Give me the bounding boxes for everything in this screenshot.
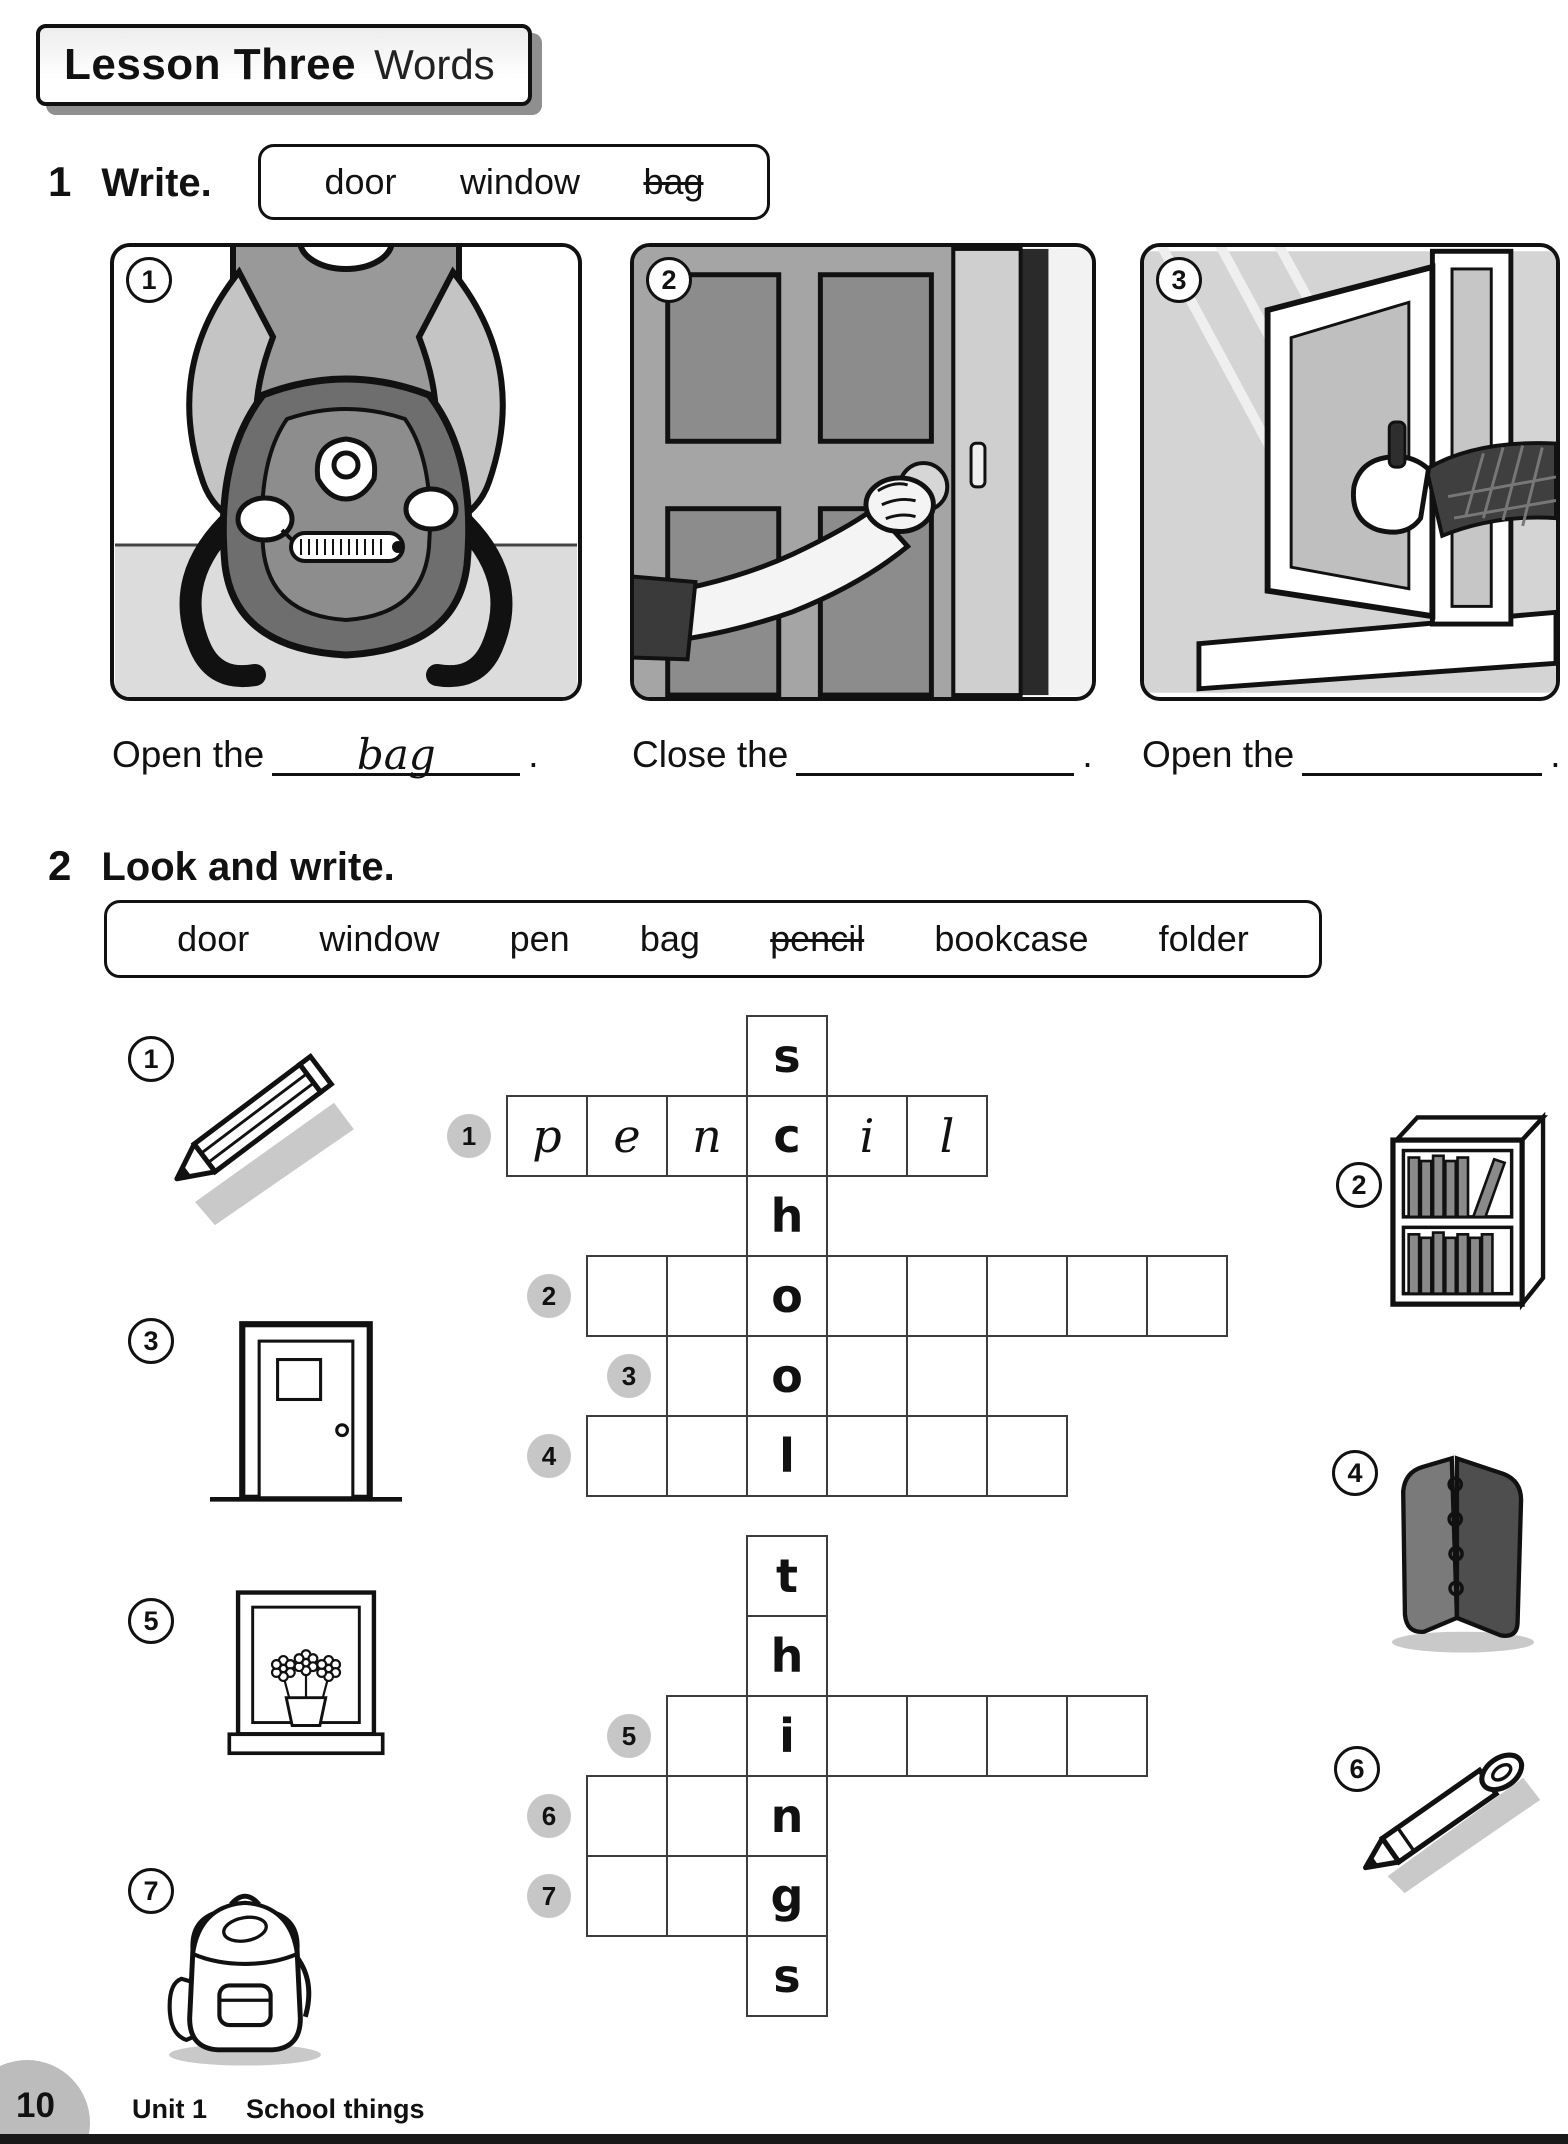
crossword-cell[interactable] — [586, 1855, 668, 1937]
crossword-cell[interactable] — [986, 1695, 1068, 1777]
crossword-cell[interactable] — [986, 1415, 1068, 1497]
word-bank-word: door — [177, 918, 250, 959]
crossword-clue-number: 4 — [527, 1434, 571, 1478]
exercise2-instruction: Look and write. — [101, 845, 395, 889]
clue-picture-number: 1 — [128, 1036, 174, 1082]
crossword-cell[interactable] — [906, 1255, 988, 1337]
crossword-cell[interactable] — [666, 1695, 748, 1777]
crossword-cell-prefilled: s — [746, 1015, 828, 1097]
clue-picture-number: 2 — [1336, 1162, 1382, 1208]
crossword-cell-prefilled: o — [746, 1255, 828, 1337]
crossword-cell[interactable] — [826, 1415, 908, 1497]
photo-number-badge: 2 — [646, 257, 692, 303]
photo-number-badge: 1 — [126, 257, 172, 303]
answer-blank[interactable] — [796, 724, 1074, 776]
exercise2-word-bank — [104, 900, 1322, 978]
crossword-cell-prefilled: n — [746, 1775, 828, 1857]
crossword-cell[interactable] — [1066, 1695, 1148, 1777]
page-number: 10 — [16, 2086, 55, 2125]
door-illustration — [210, 1292, 402, 1530]
clue-picture-number: 7 — [128, 1868, 174, 1914]
clue-picture-number: 4 — [1332, 1450, 1378, 1496]
crossword-cell[interactable] — [986, 1255, 1068, 1337]
crossword-cell[interactable] — [1146, 1255, 1228, 1337]
crossword-cell[interactable] — [906, 1335, 988, 1417]
handwritten-answer: bag — [356, 730, 436, 779]
crossword-cell: n — [666, 1095, 748, 1177]
word-bank-word: door — [324, 161, 397, 202]
open-bag-illustration — [114, 247, 578, 697]
crossword-cell[interactable] — [586, 1415, 668, 1497]
crossword-cell[interactable] — [906, 1695, 988, 1777]
crossword-cell-prefilled: t — [746, 1535, 828, 1617]
crossword-cell-prefilled: s — [746, 1935, 828, 2017]
lesson-title-box — [36, 24, 532, 106]
crossword-cell[interactable] — [666, 1255, 748, 1337]
caption-prefix: Open the — [1142, 734, 1295, 775]
crossword-cell[interactable] — [586, 1775, 668, 1857]
crossword-cell: p — [506, 1095, 588, 1177]
crossword-cell[interactable] — [826, 1695, 908, 1777]
close-door-illustration — [634, 247, 1092, 697]
clue-picture-number: 5 — [128, 1598, 174, 1644]
photo-close-door — [630, 243, 1096, 701]
word-bank-word: window — [319, 918, 440, 959]
answer-blank[interactable] — [1302, 724, 1542, 776]
bag-illustration — [150, 1858, 340, 2088]
caption-open-bag — [112, 718, 539, 779]
caption-open-window — [1142, 718, 1561, 776]
crossword-cell: e — [586, 1095, 668, 1177]
photo-open-window — [1140, 243, 1560, 701]
word-bank-word: bookcase — [934, 918, 1089, 959]
crossword-clue-number: 7 — [527, 1874, 571, 1918]
word-bank-word: folder — [1158, 918, 1249, 959]
lesson-subtitle: Words — [374, 41, 495, 88]
crossword-cell: i — [826, 1095, 908, 1177]
caption-prefix: Open the — [112, 734, 265, 775]
answer-blank[interactable] — [272, 724, 520, 779]
crossword-cell[interactable] — [666, 1855, 748, 1937]
crossword-cell[interactable] — [1066, 1255, 1148, 1337]
crossword-cell-prefilled: c — [746, 1095, 828, 1177]
crossword-cell[interactable] — [826, 1255, 908, 1337]
crossword-cell[interactable] — [826, 1335, 908, 1417]
bookcase-illustration — [1372, 1102, 1564, 1330]
exercise1-instruction: Write. — [101, 161, 212, 205]
crossword-cell-prefilled: i — [746, 1695, 828, 1777]
word-bank-word: bag — [643, 161, 704, 202]
caption-prefix: Close the — [632, 734, 789, 775]
crossword-cell-prefilled: l — [746, 1415, 828, 1497]
crossword-clue-number: 5 — [607, 1714, 651, 1758]
footer-unit-label: Unit 1 — [132, 2094, 208, 2124]
pencil-illustration — [162, 1012, 377, 1234]
pen-illustration — [1352, 1716, 1564, 1904]
exercise1-header — [48, 158, 212, 206]
crossword-cell: l — [906, 1095, 988, 1177]
crossword-cell[interactable] — [906, 1415, 988, 1497]
exercise1-number: 1 — [48, 158, 72, 205]
crossword-clue-number: 2 — [527, 1274, 571, 1318]
crossword-cell-prefilled: h — [746, 1175, 828, 1257]
caption-close-door — [632, 718, 1093, 776]
crossword-cell-prefilled: h — [746, 1615, 828, 1697]
photo-number-badge: 3 — [1156, 257, 1202, 303]
crossword-clue-number: 3 — [607, 1354, 651, 1398]
footer-topic-label: School things — [246, 2094, 425, 2124]
crossword-clue-number: 1 — [447, 1114, 491, 1158]
lesson-title: Lesson Three — [64, 40, 357, 89]
word-bank-word: pen — [509, 918, 570, 959]
exercise2-header — [48, 842, 395, 890]
caption-suffix: . — [1550, 734, 1561, 775]
crossword-clue-number: 6 — [527, 1794, 571, 1838]
crossword-cell[interactable] — [666, 1775, 748, 1857]
caption-suffix: . — [528, 734, 539, 775]
open-window-illustration — [1144, 247, 1556, 697]
window-illustration — [222, 1570, 390, 1786]
word-bank-word: pencil — [770, 918, 865, 959]
word-bank-word: window — [459, 161, 580, 202]
exercise2-number: 2 — [48, 842, 72, 889]
photo-open-bag — [110, 243, 582, 701]
word-bank-word: bag — [639, 918, 700, 959]
page-bottom-edge — [0, 2134, 1568, 2144]
exercise1-word-bank — [258, 144, 770, 220]
crossword-cell-prefilled: g — [746, 1855, 828, 1937]
crossword-cell[interactable] — [586, 1255, 668, 1337]
crossword-cell-prefilled: o — [746, 1335, 828, 1417]
folder-illustration — [1372, 1440, 1554, 1664]
crossword-cell[interactable] — [666, 1335, 748, 1417]
clue-picture-number: 6 — [1334, 1746, 1380, 1792]
clue-picture-number: 3 — [128, 1318, 174, 1364]
caption-suffix: . — [1082, 734, 1093, 775]
crossword-cell[interactable] — [666, 1415, 748, 1497]
